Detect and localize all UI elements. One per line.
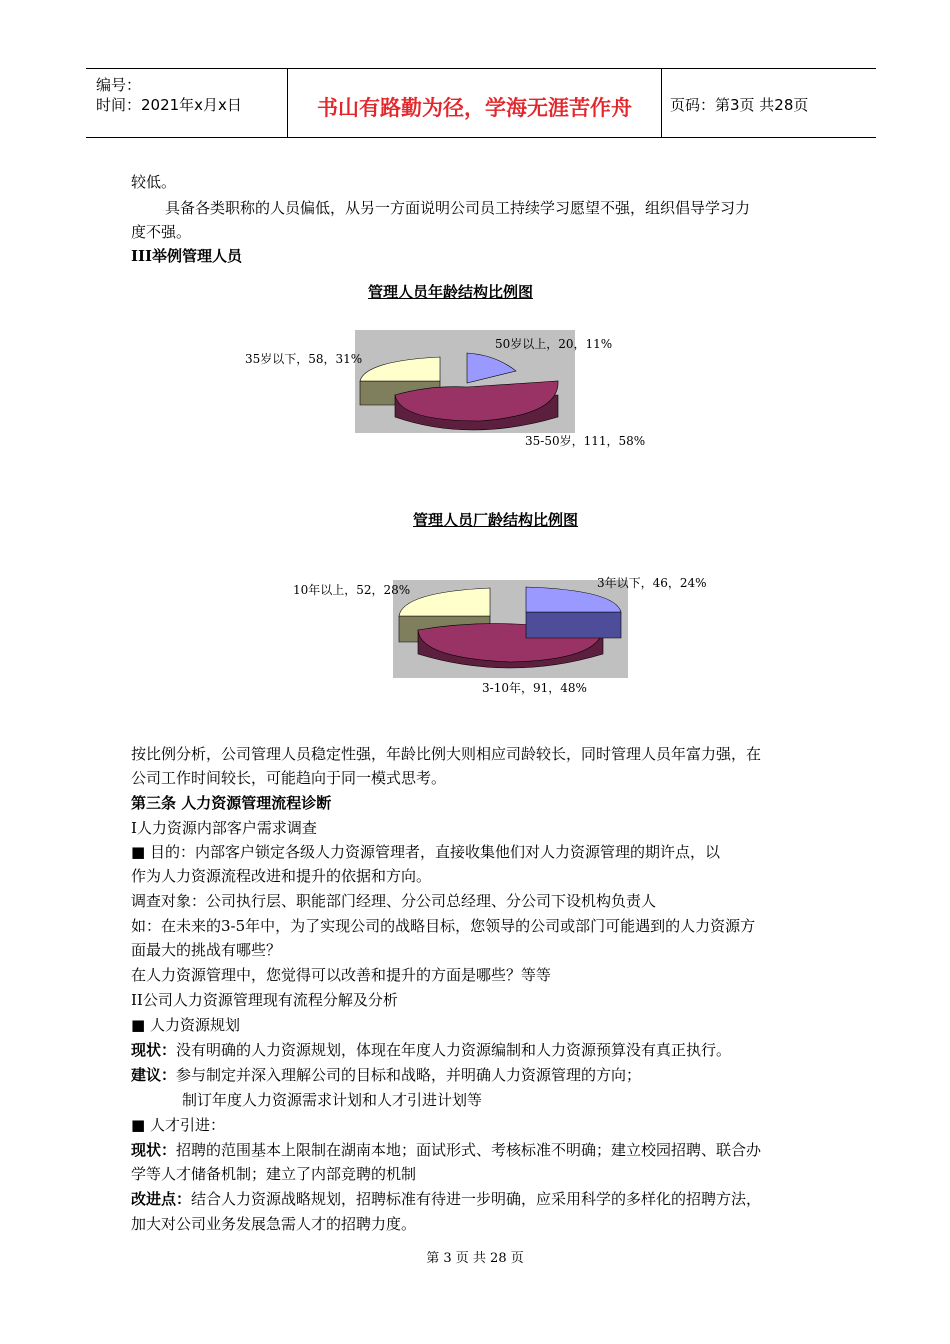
- slice-3-below-side: [526, 612, 621, 638]
- text-status: 招聘的范围基本上限制在湖南本地；面试形式、考核标准不明确；建立校园招聘、联合办: [176, 1141, 762, 1159]
- chart-title-age: 管理人员年龄结构比例图: [368, 283, 534, 301]
- paragraph-line: [131, 1040, 836, 1060]
- page-footer: 第 3 页 共 28 页: [426, 1251, 524, 1266]
- header-page-label: 页码：第3页 共28页: [670, 96, 809, 114]
- paragraph-line: ■ 目的：内部客户锁定各级人力资源管理者，直接收集他们对人力资源管理的期许点，以: [131, 843, 720, 861]
- page-header: [86, 68, 876, 138]
- pie-chart-age: [230, 325, 690, 455]
- label-status: 现状：: [131, 1141, 177, 1159]
- paragraph-line: 加大对公司业务发展急需人才的招聘力度。: [131, 1215, 417, 1233]
- paragraph-line: [131, 1065, 836, 1085]
- subheading: II公司人力资源管理现有流程分解及分析: [131, 991, 398, 1009]
- paragraph-line: 度不强。: [131, 223, 192, 241]
- header-divider-right: [661, 69, 662, 137]
- label-status: 现状：: [131, 1041, 177, 1059]
- text-improvement: 结合人力资源战略规划，招聘标准有待进一步明确，应采用科学的多样化的招聘方法，: [191, 1190, 762, 1208]
- paragraph-line: 制订年度人力资源需求计划和人才引进计划等: [182, 1091, 483, 1109]
- paragraph-line: 学等人才储备机制；建立了内部竞聘的机制: [131, 1165, 417, 1183]
- data-label-35-50: 35-50岁，111，58%: [525, 434, 646, 448]
- label-improvement: 改进点：: [131, 1190, 192, 1208]
- header-meta: [96, 75, 242, 115]
- paragraph-line: 如：在未来的3-5年中，为了实现公司的战略目标，您领导的公司或部门可能遇到的人力资源方: [131, 917, 756, 935]
- data-label-50-above: 50岁以上，20，11%: [495, 337, 613, 351]
- header-motto: 书山有路勤为径，学海无涯苦作舟: [317, 96, 632, 120]
- code-label: 编号：: [96, 76, 142, 94]
- label-suggestion: 建议：: [131, 1066, 177, 1084]
- chart-title-tenure: 管理人员厂龄结构比例图: [413, 511, 579, 529]
- subheading: I人力资源内部客户需求调查: [131, 819, 317, 837]
- data-label-35-below: 35岁以下，58，31%: [245, 352, 363, 366]
- paragraph-line: [131, 1140, 836, 1160]
- paragraph-line: 具备各类职称的人员偏低，从另一方面说明公司员工持续学习愿望不强，组织倡导学习力: [165, 199, 751, 217]
- data-label-3-10: 3-10年，91，48%: [482, 681, 587, 695]
- paragraph-line: 作为人力资源流程改进和提升的依据和方向。: [131, 867, 432, 885]
- data-label-10-above: 10年以上，52，28%: [293, 583, 411, 597]
- paragraph-line: 面最大的挑战有哪些？: [131, 941, 282, 959]
- section-heading: III举例管理人员: [131, 247, 243, 265]
- paragraph-line: 按比例分析，公司管理人员稳定性强，年龄比例大则相应司龄较长，同时管理人员年富力强，在: [131, 745, 762, 763]
- paragraph-line: 在人力资源管理中，您觉得可以改善和提升的方面是哪些？等等: [131, 966, 552, 984]
- text-suggestion: 参与制定并深入理解公司的目标和战略，并明确人力资源管理的方向；: [176, 1066, 642, 1084]
- paragraph-line: 调查对象：公司执行层、职能部门经理、分公司总经理、分公司下设机构负责人: [131, 892, 657, 910]
- text-status: 没有明确的人力资源规划，体现在年度人力资源编制和人力资源预算没有真正执行。: [176, 1041, 732, 1059]
- paragraph-line: 较低。: [131, 173, 177, 191]
- paragraph-line: [131, 1189, 836, 1209]
- data-label-3-below: 3年以下，46，24%: [597, 576, 707, 590]
- paragraph-line: ■ 人才引进：: [131, 1116, 225, 1134]
- paragraph-line: ■ 人力资源规划: [131, 1016, 240, 1034]
- paragraph-line: 公司工作时间较长，可能趋向于同一模式思考。: [131, 769, 447, 787]
- time-label: 时间：2021年x月x日: [96, 96, 242, 114]
- section-heading: 第三条 人力资源管理流程诊断: [131, 794, 332, 812]
- pie-chart-tenure: [285, 570, 745, 700]
